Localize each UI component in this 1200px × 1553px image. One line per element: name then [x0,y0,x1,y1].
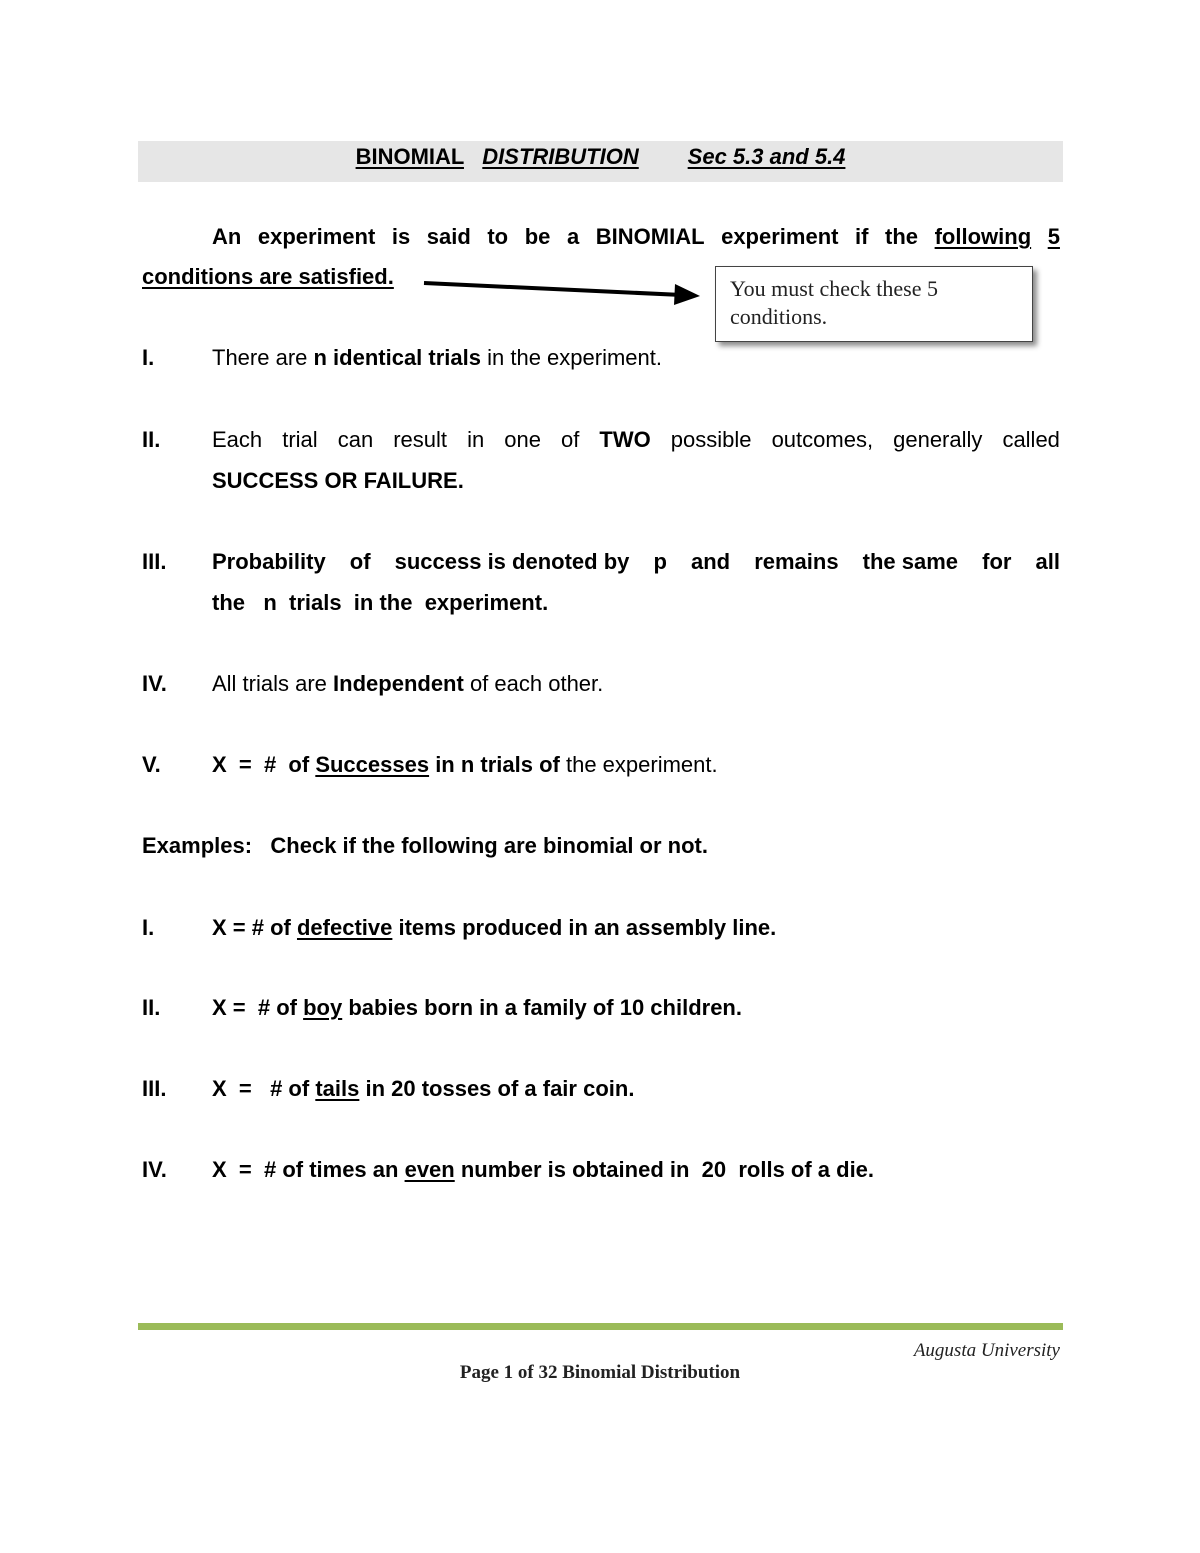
condition-text-pre: X = # of [212,752,316,777]
word: one [504,427,541,452]
word: experiment [721,224,839,249]
condition-text-bold: Independent [333,671,464,696]
example-text-underlined: even [404,1157,455,1182]
word: 5 [1047,224,1060,249]
condition-text-post: in the experiment. [481,345,662,370]
title-part1: BINOMIAL [355,144,464,169]
example-text-underlined: boy [303,995,343,1020]
condition-text-mid: in n trials of [429,752,560,777]
condition-number: III. [142,549,167,574]
page-title [138,144,1063,170]
word: the [885,224,919,249]
word: An [212,224,242,249]
word: to [487,224,509,249]
title-part3: Sec 5.3 and 5.4 [687,144,846,169]
word: outcomes, [771,427,874,452]
word: for [982,549,1012,574]
example-number: III. [142,1076,167,1101]
intro-line-2: conditions are satisfied. [142,264,394,289]
condition-text-line1 [212,427,1060,453]
word: said [426,224,471,249]
title-bar [138,141,1063,182]
intro-line-1 [142,224,1060,250]
word: BINOMIAL [595,224,705,249]
word: can [337,427,374,452]
example-number: IV. [142,1157,167,1182]
example-text-pre: X = # of [212,915,297,940]
condition-number: I. [142,345,155,370]
word: of [561,427,580,452]
word: Probability [212,549,326,574]
condition-text-post: the experiment. [559,752,718,777]
word: of [349,549,371,574]
condition-text-post: of each other. [463,671,604,696]
example-text-post: in 20 tosses of a fair coin. [359,1076,635,1101]
condition-text-line1 [212,549,1060,575]
word: trial [282,427,318,452]
condition-text-pre: All trials are [212,671,334,696]
word: be [524,224,551,249]
example-text-pre: X = # of [212,1076,316,1101]
word: if [855,224,869,249]
footer-divider [138,1323,1063,1330]
example-number: I. [142,915,155,940]
word: generally [893,427,983,452]
word: possible [670,427,752,452]
footer-organization: Augusta University [913,1340,1060,1361]
example-text-post: items produced in an assembly line. [392,915,777,940]
condition-text-line2: SUCCESS OR FAILURE. [212,468,464,493]
word: result [393,427,448,452]
word: remains [754,549,839,574]
word: experiment [257,224,376,249]
word: success is denoted by [394,549,630,574]
word: TWO [599,427,651,452]
title-part2: DISTRIBUTION [482,144,639,169]
example-number: II. [142,995,161,1020]
examples-heading: Examples: Check if the following are binomial or not. [142,833,708,858]
word: and [690,549,731,574]
example-text-post: babies born in a family of 10 children. [342,995,742,1020]
word: called [1002,427,1060,452]
example-text-pre: X = # of [212,995,304,1020]
condition-number: V. [142,752,161,777]
word: the same [862,549,959,574]
condition-text-pre: There are [212,345,314,370]
arrow-icon [420,275,705,305]
condition-number: IV. [142,671,167,696]
condition-text-bold: n identical trials [313,345,481,370]
example-text-underlined: defective [296,915,393,940]
example-text-underlined: tails [315,1076,360,1101]
word: following [934,224,1032,249]
callout-text: You must check these 5 conditions. [730,276,938,329]
word: is [391,224,411,249]
example-text-pre: X = # of times an [212,1157,405,1182]
condition-text-line2: the n trials in the experiment. [212,590,549,615]
word: all [1035,549,1060,574]
word: a [566,224,580,249]
footer-page-number: Page 1 of 32 Binomial Distribution [459,1362,741,1383]
callout-box [715,266,1033,342]
condition-text-underlined: Successes [315,752,430,777]
condition-number: II. [142,427,161,452]
word: p [653,549,667,574]
example-text-post: number is obtained in 20 rolls of a die. [454,1157,875,1182]
word: in [467,427,485,452]
word: Each [212,427,263,452]
